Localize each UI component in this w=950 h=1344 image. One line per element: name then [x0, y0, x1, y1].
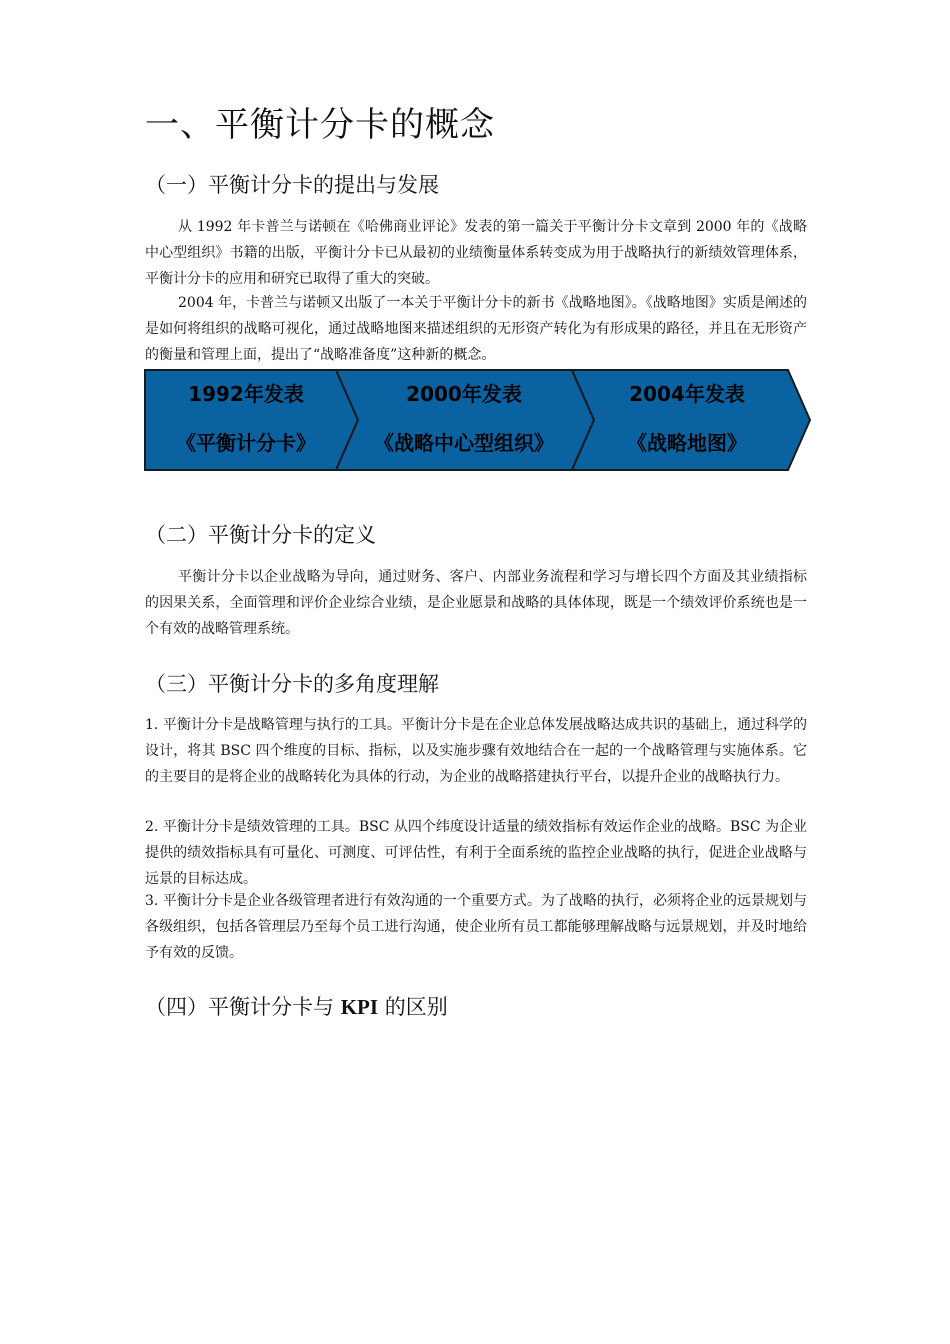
timeline-diagram: [144, 368, 812, 472]
timeline-step-2-book: 《战略中心型组织》: [374, 431, 554, 455]
list-item: 2. 平衡计分卡是绩效管理的工具。BSC 从四个纬度设计适量的绩效指标有效运作企业的战略。BSC 为企业提供的绩效指标具有可量化、可测度、可评估性，有利于全面系统的监控企业战略的执行，促进企业战略与远景的目标达成。: [145, 819, 807, 887]
section-4-title-suffix: 的区别: [378, 995, 448, 1019]
section-1-paragraph-2: 2004 年，卡普兰与诺顿又出版了一本关于平衡计分卡的新书《战略地图》。《战略地图》实质是阐述的是如何将组织的战略可视化，通过战略地图来描述组织的无形资产转化为有形成果的路径，并且在无形资产的衡量和管理上面，提出了“战略准备度”这种新的概念。: [145, 295, 807, 363]
timeline-step-3-book: 《战略地图》: [627, 431, 747, 455]
section-4-title-kpi: KPI: [340, 995, 379, 1019]
section-1-title: （一）平衡计分卡的提出与发展: [145, 173, 439, 197]
list-item: 3. 平衡计分卡是企业各级管理者进行有效沟通的一个重要方式。为了战略的执行，必须将企业的远景规划与各级组织，包括各管理层乃至每个员工进行沟通，使企业所有员工都能够理解战略与远景规划，并及时地给予有效的反馈。: [145, 893, 807, 961]
section-4-title: [145, 992, 448, 1022]
section-3-title: （三）平衡计分卡的多角度理解: [145, 672, 439, 696]
timeline-step-1-book: 《平衡计分卡》: [176, 431, 316, 455]
section-2-paragraph-1: 平衡计分卡以企业战略为导向，通过财务、客户、内部业务流程和学习与增长四个方面及其业绩指标的因果关系，全面管理和评价企业综合业绩，是企业愿景和战略的具体体现，既是一个绩效评价系统也是一个有效的战略管理系统。: [145, 569, 807, 637]
timeline-step-2-year: 2000年发表: [406, 382, 522, 406]
timeline-step-3-year: 2004年发表: [629, 382, 745, 406]
section-1-paragraph-1: 从 1992 年卡普兰与诺顿在《哈佛商业评论》发表的第一篇关于平衡计分卡文章到 2000 年的《战略中心型组织》书籍的出版，平衡计分卡已从最初的业绩衡量体系转变成为用于战略执行的新绩效管理体系，平衡计分卡的应用和研究已取得了重大的突破。: [145, 219, 807, 287]
section-4-title-prefix: （四）平衡计分卡与: [145, 995, 341, 1019]
section-2-title: （二）平衡计分卡的定义: [145, 523, 376, 547]
page-title: 一、平衡计分卡的概念: [145, 105, 495, 145]
timeline-step-1-year: 1992年发表: [188, 382, 304, 406]
list-item: 1. 平衡计分卡是战略管理与执行的工具。平衡计分卡是在企业总体发展战略达成共识的基础上，通过科学的设计，将其 BSC 四个维度的目标、指标，以及实施步骤有效地结合在一起的一个战略管理与实施体系。它的主要目的是将企业的战略转化为具体的行动，为企业的战略搭建执行平台，以提升企业的战略执行力。: [145, 717, 807, 785]
